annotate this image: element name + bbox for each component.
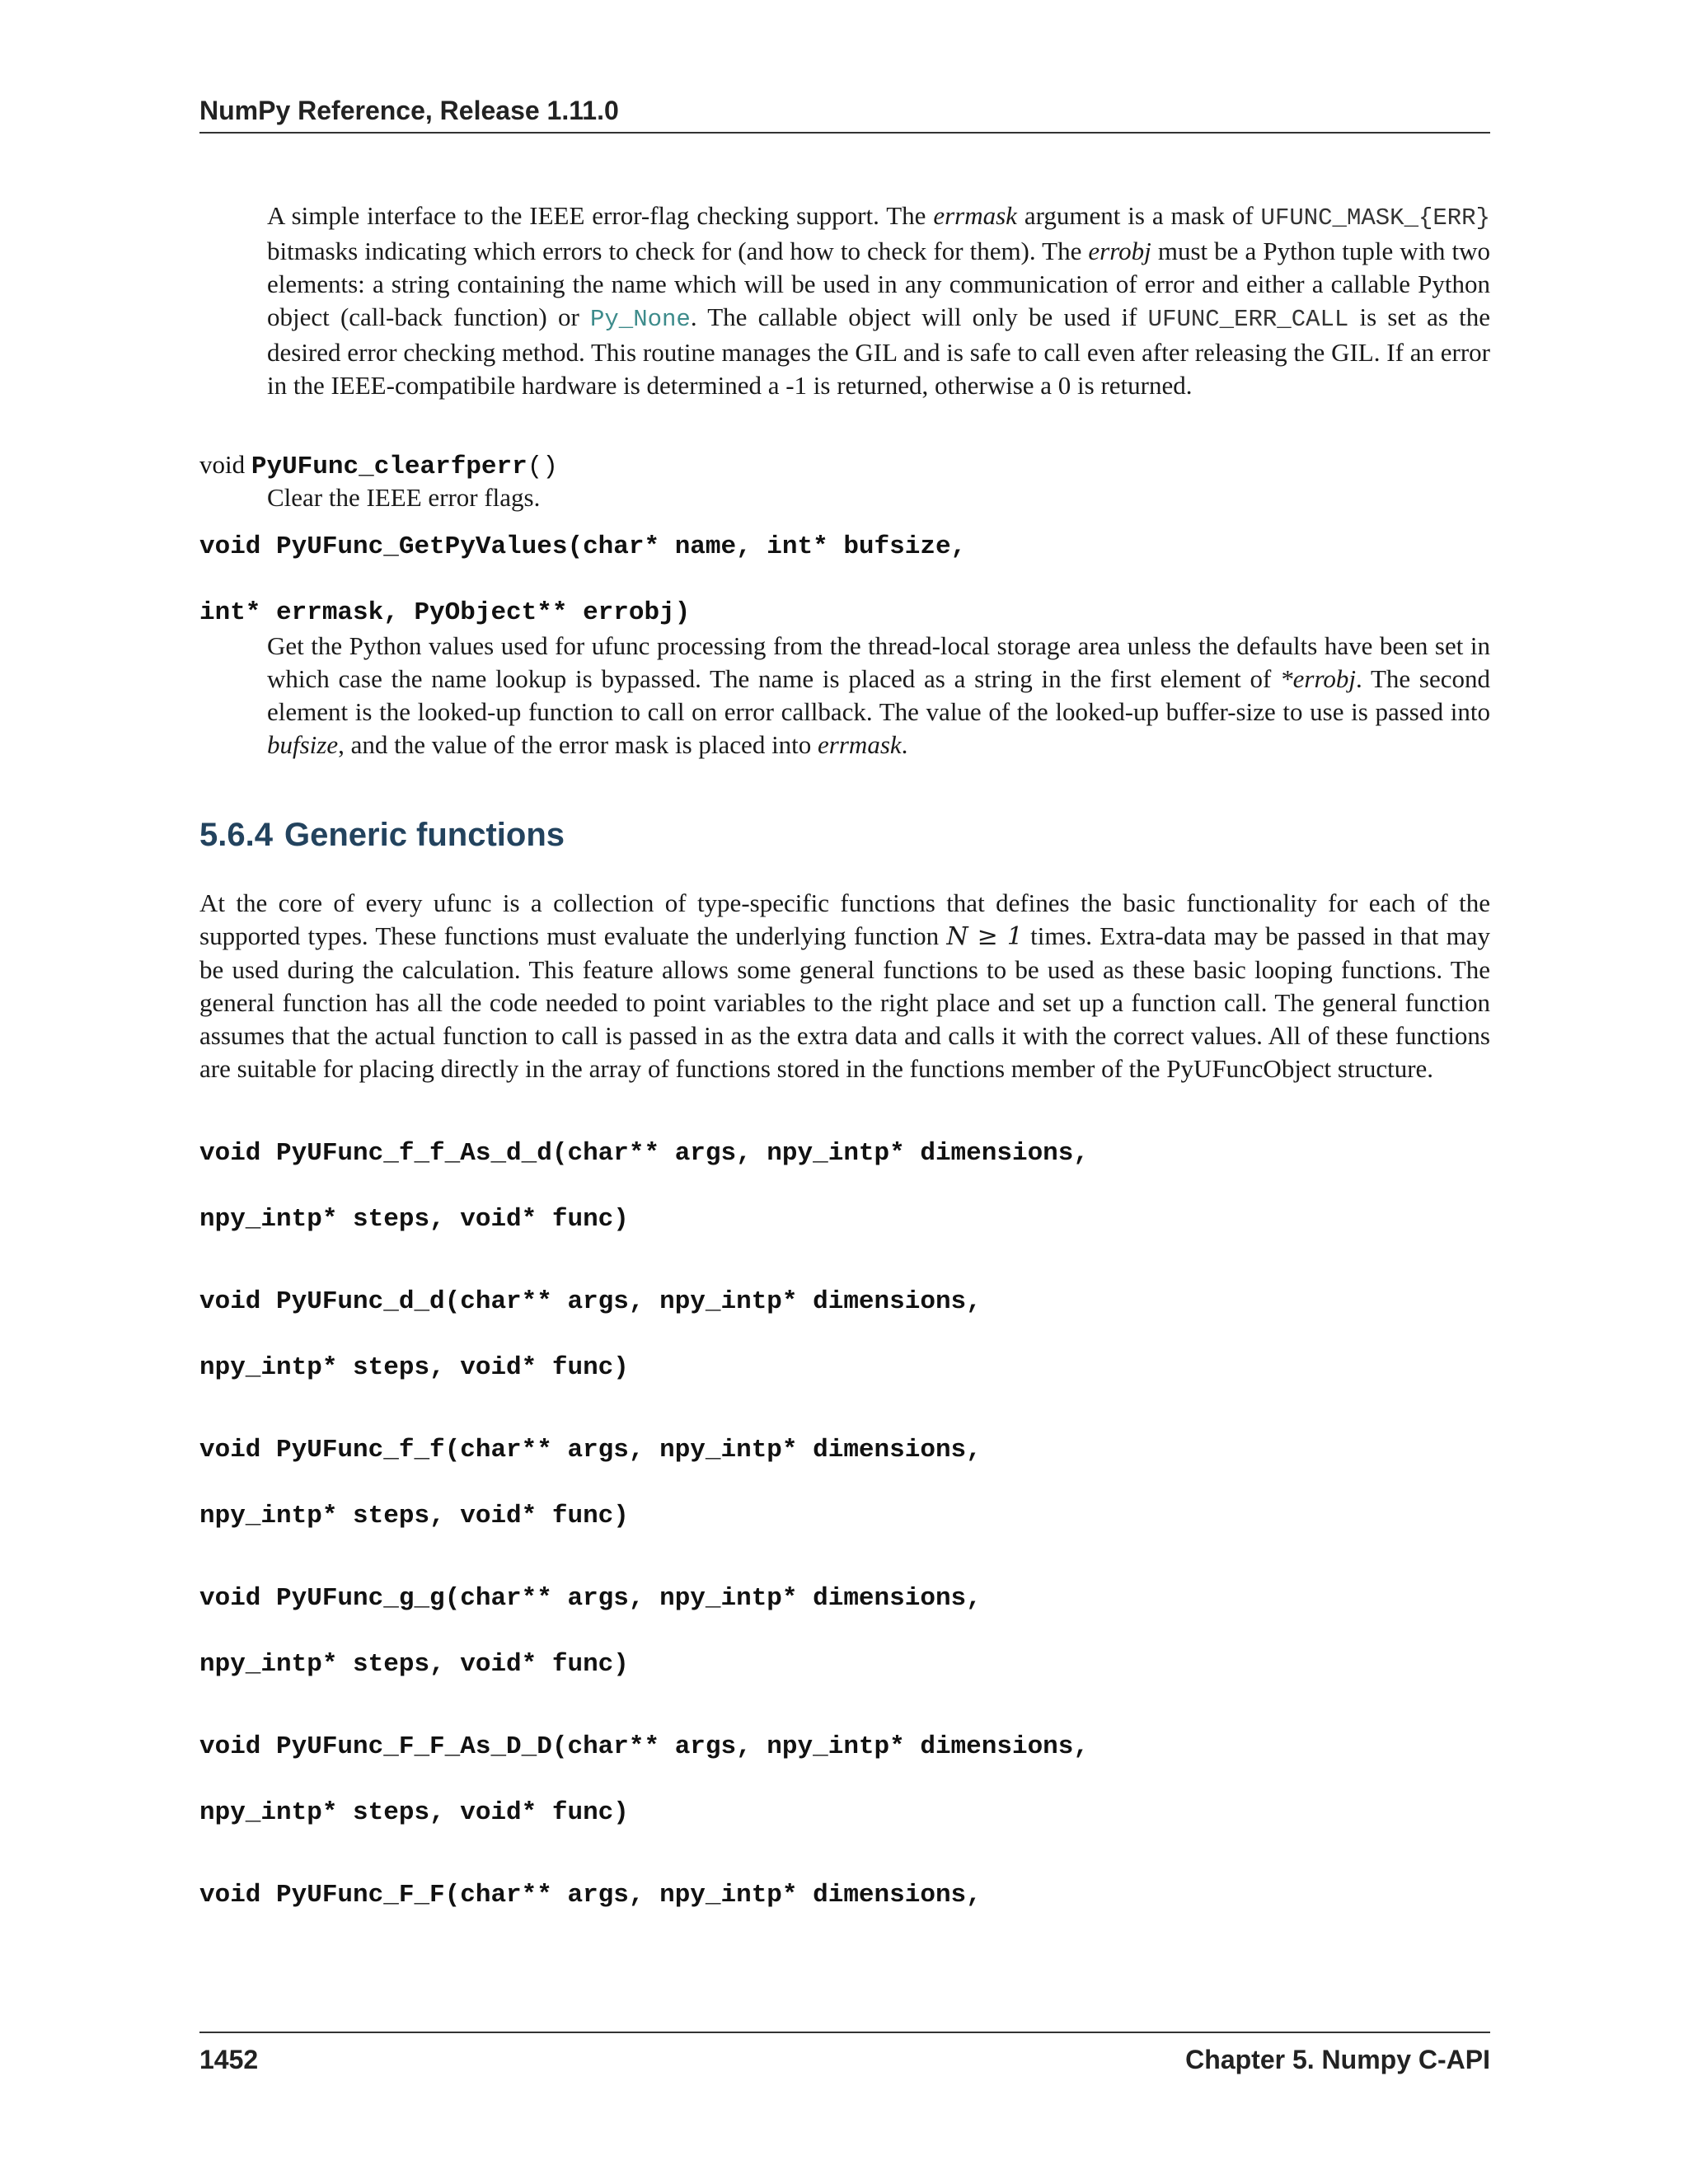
text-run: is set as the desired error checking method. This routine manages the GIL and is safe to call even after releasing the GIL. If an error in the IEEE-compatibile hardware is determined a -1 is returned, otherwise a 0 is returned. (267, 302, 1490, 400)
generic-functions-intro (199, 887, 1490, 1085)
signature-F-F-as-D-D-line1: void PyUFunc_F_F_As_D_D(char** args, npy_intp* dimensions, (199, 1732, 1089, 1761)
text-run: , and the value of the error mask is placed into (338, 730, 818, 759)
signature-d-d-line1: void PyUFunc_d_d(char** args, npy_intp* dimensions, (199, 1287, 982, 1316)
signature-F-F-as-D-D-line2: npy_intp* steps, void* func) (199, 1798, 629, 1827)
running-footer (199, 2032, 1490, 2083)
page-number: 1452 (199, 2045, 259, 2074)
signature-g-g-line1: void PyUFunc_g_g(char** args, npy_intp* dimensions, (199, 1584, 982, 1613)
header-title: NumPy Reference, Release 1.11.0 (199, 96, 619, 125)
return-type: void (199, 450, 251, 479)
text-run: . The second element is the looked-up function to call on error callback. The value of the looked-up buffer-size to use is passed into (267, 664, 1491, 726)
text-run: must be a Python tuple with two elements: a string containing the name which will be used in any communication of error and either a callable Python object (call-back function) or (267, 237, 1490, 331)
chapter-title: Chapter 5. Numpy C-API (1185, 2045, 1490, 2074)
math-expression: N ≥ 1 (946, 922, 1023, 951)
running-header (199, 92, 1490, 134)
param-errobj: errobj (1088, 237, 1151, 265)
text-run: . (901, 730, 908, 759)
signature-f-f-line2: npy_intp* steps, void* func) (199, 1502, 629, 1530)
text-run: argument is a mask of (1016, 201, 1261, 230)
section-number: 5.6.4 (199, 817, 273, 853)
getpyvalues-signature-line2: int* errmask, PyObject** errobj) (199, 598, 691, 627)
signature-F-F-line1: void PyUFunc_F_F(char** args, npy_intp* dimensions, (199, 1881, 982, 1910)
text-run: A simple interface to the IEEE error-flag checking support. The (267, 201, 934, 230)
signature-d-d-line2: npy_intp* steps, void* func) (199, 1353, 629, 1382)
text-run: times. Extra-data may be passed in that may be used during the calculation. This feature allows some general functions to be used as these basic looping functions. The general function has all the code needed to point variables to the right place and set up a function call. The general function assumes that the actual function to call is passed in as the extra data and calls it with the correct values. All of these functions are suitable for placing directly in the array of functions stored in the functions member of the PyUFuncObject structure. (199, 921, 1490, 1083)
text-run: bitmasks indicating which errors to check for (and how to check for them). The (267, 237, 1089, 265)
code-ufunc-mask: UFUNC_MASK_{ERR} (1260, 204, 1490, 232)
function-name: PyUFunc_clearfperr (251, 452, 528, 481)
text-run: Get the Python values used for ufunc processing from the thread-local storage area unless the defaults have been set in which case the name lookup is bypassed. The name is placed as a string in the first element of (267, 631, 1490, 693)
getpyvalues-description (267, 630, 1490, 762)
getpyvalues-signature-line1: void PyUFunc_GetPyValues(char* name, int* bufsize, (199, 532, 967, 561)
param-errmask: errmask (818, 730, 902, 759)
clearfperr-signature (199, 448, 558, 484)
fpe-check-description (267, 199, 1490, 402)
param-errmask: errmask (933, 201, 1017, 230)
section-heading (199, 814, 565, 855)
signature-f-f-as-d-d-line1: void PyUFunc_f_f_As_d_d(char** args, npy_intp* dimensions, (199, 1139, 1089, 1168)
function-parens: () (527, 452, 558, 481)
code-ufunc-err-call: UFUNC_ERR_CALL (1147, 306, 1349, 333)
signature-f-f-as-d-d-line2: npy_intp* steps, void* func) (199, 1205, 629, 1234)
py-none-link[interactable]: Py_None (590, 306, 691, 333)
section-title: Generic functions (284, 817, 565, 853)
text-run: At the core of every ufunc is a collection of type-specific functions that defines the basic functionality for each of the supported types. These functions must evaluate the underlying function (199, 888, 1490, 950)
param-errobj: *errobj (1280, 664, 1357, 693)
signature-f-f-line1: void PyUFunc_f_f(char** args, npy_intp* dimensions, (199, 1436, 982, 1465)
param-bufsize: bufsize (267, 730, 339, 759)
text-run: . The callable object will only be used if (690, 302, 1148, 331)
signature-g-g-line2: npy_intp* steps, void* func) (199, 1650, 629, 1679)
clearfperr-description: Clear the IEEE error flags. (267, 483, 541, 512)
